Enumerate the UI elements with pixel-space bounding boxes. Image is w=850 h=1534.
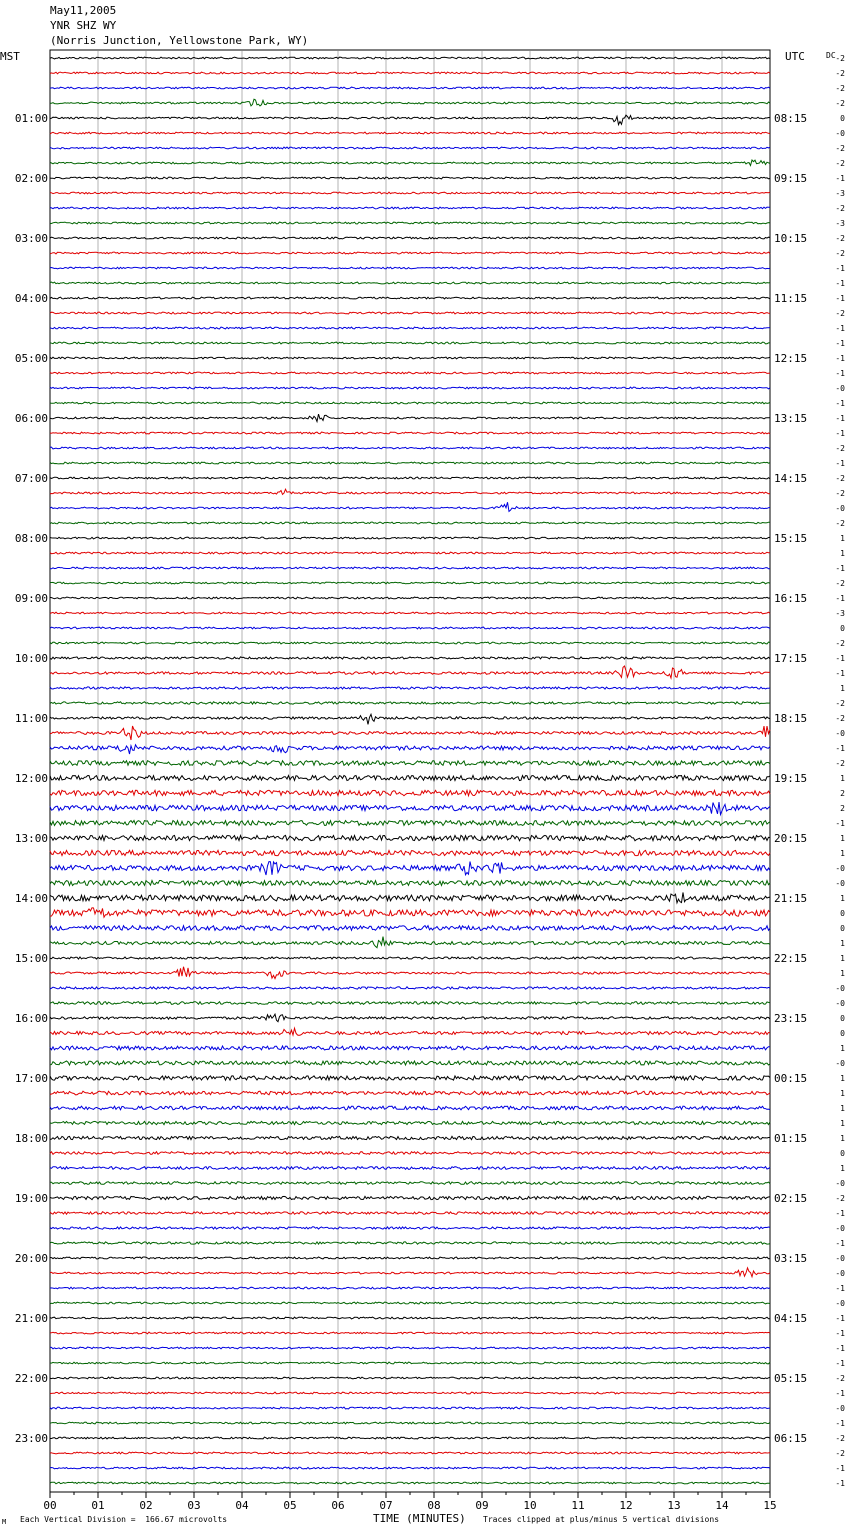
seismic-trace: [50, 1182, 770, 1185]
mst-hour-label: 22:00: [14, 1372, 48, 1385]
dc-offset-label: -1: [835, 459, 845, 468]
seismic-trace: [50, 477, 770, 479]
x-tick-label: 04: [235, 1499, 249, 1512]
seismic-trace: [50, 1212, 770, 1215]
dc-offset-label: -0: [835, 879, 845, 888]
x-tick-label: 08: [427, 1499, 441, 1512]
seismic-trace: [50, 714, 770, 724]
mst-hour-label: 21:00: [14, 1312, 48, 1325]
utc-hour-label: 19:15: [774, 772, 808, 785]
mst-hour-label: 06:00: [14, 412, 48, 425]
dc-offset-label: -0: [835, 1404, 845, 1413]
x-tick-label: 13: [667, 1499, 681, 1512]
seismic-trace: [50, 835, 770, 840]
dc-offset-label: 1: [840, 1134, 845, 1143]
x-tick-label: 03: [187, 1499, 201, 1512]
seismic-trace: [50, 372, 770, 374]
date-label: May11,2005: [50, 4, 117, 17]
utc-hour-label: 02:15: [774, 1192, 808, 1205]
x-tick-label: 14: [715, 1499, 729, 1512]
x-tick-label: 12: [619, 1499, 633, 1512]
utc-hour-label: 17:15: [774, 652, 808, 665]
dc-offset-label: -1: [835, 339, 845, 348]
dc-offset-label: -1: [835, 369, 845, 378]
utc-hour-label: 23:15: [774, 1012, 808, 1025]
dc-offset-label: 1: [840, 849, 845, 858]
dc-offset-label: -2: [835, 1374, 845, 1383]
mst-hour-label: 16:00: [14, 1012, 48, 1025]
seismic-trace: [50, 99, 770, 106]
seismic-trace: [50, 1136, 770, 1139]
mst-hour-label: 08:00: [14, 532, 48, 545]
seismic-trace: [50, 1257, 770, 1259]
x-tick-label: 00: [43, 1499, 57, 1512]
left-timezone-label: MST: [0, 50, 20, 63]
seismic-trace: [50, 1347, 770, 1349]
seismic-trace: [50, 567, 770, 569]
dc-offset-label: -0: [835, 1179, 845, 1188]
seismic-trace: [50, 1028, 770, 1035]
utc-hour-label: 13:15: [774, 412, 808, 425]
dc-offset-label: -2: [835, 519, 845, 528]
seismic-trace: [50, 115, 770, 125]
seismic-trace: [50, 147, 770, 149]
seismic-trace: [50, 1196, 770, 1199]
dc-offset-label: -0: [835, 999, 845, 1008]
seismic-trace: [50, 1076, 770, 1080]
utc-hour-label: 14:15: [774, 472, 808, 485]
seismic-trace: [50, 790, 770, 795]
dc-header-label: DC: [826, 51, 836, 60]
dc-offset-label: 1: [840, 534, 845, 543]
dc-offset-label: -2: [835, 309, 845, 318]
seismic-trace: [50, 1046, 770, 1050]
dc-offset-label: -1: [835, 1239, 845, 1248]
seismic-trace: [50, 1407, 770, 1409]
dc-offset-label: -2: [835, 699, 845, 708]
dc-offset-label: -1: [835, 1329, 845, 1338]
mst-hour-label: 09:00: [14, 592, 48, 605]
seismic-trace: [50, 177, 770, 179]
dc-offset-label: 1: [840, 1074, 845, 1083]
dc-offset-label: -1: [835, 1344, 845, 1353]
dc-offset-label: 1: [840, 969, 845, 978]
dc-offset-label: -1: [835, 1314, 845, 1323]
mst-hour-label: 07:00: [14, 472, 48, 485]
dc-offset-label: -0: [835, 129, 845, 138]
dc-offset-label: -1: [835, 174, 845, 183]
seismic-trace: [50, 850, 770, 855]
seismic-trace: [50, 502, 770, 511]
dc-offset-label: -1: [835, 294, 845, 303]
seismic-trace: [50, 926, 770, 931]
utc-hour-label: 10:15: [774, 232, 808, 245]
dc-offset-label: 1: [840, 1104, 845, 1113]
dc-offset-label: -0: [835, 1254, 845, 1263]
dc-offset-label: -2: [835, 234, 845, 243]
dc-offset-label: 2: [840, 789, 845, 798]
seismic-trace: [50, 1106, 770, 1110]
corner-mark: M: [2, 1518, 7, 1526]
plot-frame: [50, 50, 770, 1492]
location-label: (Norris Junction, Yellowstone Park, WY): [50, 34, 309, 47]
dc-offset-label: -1: [835, 1359, 845, 1368]
dc-offset-label: -2: [835, 639, 845, 648]
seismic-trace: [50, 1392, 770, 1394]
utc-hour-label: 12:15: [774, 352, 808, 365]
utc-hour-label: 05:15: [774, 1372, 808, 1385]
utc-hour-label: 20:15: [774, 832, 808, 845]
x-tick-label: 15: [763, 1499, 777, 1512]
seismic-trace: [50, 1167, 770, 1170]
dc-offset-label: 1: [840, 894, 845, 903]
seismic-trace: [50, 582, 770, 584]
dc-offset-label: -1: [835, 564, 845, 573]
dc-offset-label: 0: [840, 1029, 845, 1038]
dc-offset-label: -2: [835, 144, 845, 153]
dc-offset-label: -2: [835, 249, 845, 258]
mst-hour-label: 19:00: [14, 1192, 48, 1205]
seismic-trace: [50, 642, 770, 644]
seismic-trace: [50, 687, 770, 689]
seismic-trace: [50, 1091, 770, 1095]
seismic-trace: [50, 312, 770, 314]
mst-hour-label: 01:00: [14, 112, 48, 125]
seismic-trace: [50, 522, 770, 524]
seismic-trace: [50, 892, 770, 902]
seismic-trace: [50, 937, 770, 948]
utc-hour-label: 11:15: [774, 292, 808, 305]
dc-offset-label: -0: [835, 1299, 845, 1308]
dc-offset-label: -2: [835, 1194, 845, 1203]
dc-offset-label: -0: [835, 384, 845, 393]
seismic-trace: [50, 267, 770, 269]
dc-offset-label: 0: [840, 114, 845, 123]
dc-offset-label: -0: [835, 729, 845, 738]
utc-hour-label: 21:15: [774, 892, 808, 905]
dc-offset-label: 0: [840, 624, 845, 633]
x-tick-label: 01: [91, 1499, 105, 1512]
seismic-trace: [50, 657, 770, 659]
seismic-trace: [50, 597, 770, 599]
seismic-trace: [50, 432, 770, 434]
seismic-trace: [50, 1437, 770, 1439]
seismic-trace: [50, 702, 770, 704]
seismic-trace: [50, 447, 770, 449]
dc-offset-label: -1: [835, 669, 845, 678]
seismic-trace: [50, 666, 770, 678]
dc-offset-label: -0: [835, 984, 845, 993]
utc-hour-label: 09:15: [774, 172, 808, 185]
right-timezone-label: UTC: [785, 50, 805, 63]
seismic-trace: [50, 327, 770, 329]
dc-offset-label: -2: [835, 54, 845, 63]
utc-hour-label: 22:15: [774, 952, 808, 965]
seismic-trace: [50, 957, 770, 959]
dc-offset-label: -3: [835, 189, 845, 198]
seismic-trace: [50, 1152, 770, 1155]
x-axis-title: TIME (MINUTES): [373, 1512, 466, 1525]
mst-hour-label: 02:00: [14, 172, 48, 185]
dc-offset-label: -1: [835, 744, 845, 753]
utc-hour-label: 06:15: [774, 1432, 808, 1445]
seismic-trace: [50, 745, 770, 754]
dc-offset-label: -1: [835, 654, 845, 663]
dc-offset-label: -1: [835, 819, 845, 828]
seismic-trace: [50, 967, 770, 979]
seismic-trace: [50, 776, 770, 781]
seismic-trace: [50, 1242, 770, 1244]
mst-hour-label: 11:00: [14, 712, 48, 725]
mst-hour-label: 20:00: [14, 1252, 48, 1265]
seismic-trace: [50, 414, 770, 421]
seismic-trace: [50, 761, 770, 766]
mst-hour-label: 10:00: [14, 652, 48, 665]
seismic-trace: [50, 1467, 770, 1469]
clip-note: Traces clipped at plus/minus 5 vertical divisions: [483, 1515, 720, 1524]
utc-hour-label: 01:15: [774, 1132, 808, 1145]
seismic-trace: [50, 1014, 770, 1022]
dc-offset-label: 0: [840, 909, 845, 918]
seismic-trace: [50, 1422, 770, 1424]
dc-offset-label: 0: [840, 1149, 845, 1158]
dc-offset-label: -1: [835, 594, 845, 603]
dc-offset-label: -0: [835, 504, 845, 513]
seismic-trace: [50, 57, 770, 59]
dc-offset-label: -0: [835, 864, 845, 873]
seismic-trace: [50, 1287, 770, 1289]
dc-offset-label: -2: [835, 69, 845, 78]
seismic-trace: [50, 1268, 770, 1277]
dc-offset-label: -2: [835, 159, 845, 168]
utc-hour-label: 16:15: [774, 592, 808, 605]
mst-hour-label: 23:00: [14, 1432, 48, 1445]
dc-offset-label: -1: [835, 414, 845, 423]
x-tick-label: 09: [475, 1499, 489, 1512]
mst-hour-label: 03:00: [14, 232, 48, 245]
dc-offset-label: -1: [835, 279, 845, 288]
seismic-trace: [50, 1002, 770, 1005]
dc-offset-label: -1: [835, 1419, 845, 1428]
dc-offset-label: 1: [840, 1089, 845, 1098]
seismic-trace: [50, 627, 770, 629]
x-tick-label: 07: [379, 1499, 393, 1512]
seismic-trace: [50, 881, 770, 886]
dc-offset-label: 1: [840, 774, 845, 783]
seismic-trace: [50, 726, 770, 740]
mst-hour-label: 17:00: [14, 1072, 48, 1085]
seismic-trace: [50, 207, 770, 209]
dc-offset-label: -2: [835, 489, 845, 498]
dc-offset-label: -2: [835, 579, 845, 588]
seismic-trace: [50, 1377, 770, 1379]
utc-hour-label: 08:15: [774, 112, 808, 125]
seismic-trace: [50, 282, 770, 284]
utc-hour-label: 15:15: [774, 532, 808, 545]
mst-hour-label: 14:00: [14, 892, 48, 905]
seismic-trace: [50, 1362, 770, 1364]
mst-hour-label: 13:00: [14, 832, 48, 845]
x-tick-label: 11: [571, 1499, 585, 1512]
station-label: YNR SHZ WY: [50, 19, 117, 32]
mst-hour-label: 12:00: [14, 772, 48, 785]
dc-offset-label: 1: [840, 1119, 845, 1128]
scale-note: Each Vertical Division = 166.67 microvolts: [20, 1515, 228, 1524]
seismic-trace: [50, 802, 770, 814]
seismic-trace: [50, 252, 770, 254]
dc-offset-label: 1: [840, 939, 845, 948]
dc-offset-label: -1: [835, 399, 845, 408]
dc-offset-label: -1: [835, 264, 845, 273]
utc-hour-label: 03:15: [774, 1252, 808, 1265]
seismic-trace: [50, 612, 770, 614]
dc-offset-label: -1: [835, 1389, 845, 1398]
dc-offset-label: -2: [835, 84, 845, 93]
dc-offset-label: -1: [835, 1479, 845, 1488]
seismic-trace: [50, 132, 770, 134]
dc-offset-label: -1: [835, 1209, 845, 1218]
seismic-trace: [50, 462, 770, 464]
dc-offset-label: -0: [835, 1269, 845, 1278]
dc-offset-label: -2: [835, 1449, 845, 1458]
dc-offset-label: -1: [835, 354, 845, 363]
seismic-trace: [50, 297, 770, 299]
dc-offset-label: -2: [835, 714, 845, 723]
dc-offset-label: 0: [840, 924, 845, 933]
dc-offset-label: -2: [835, 204, 845, 213]
seismic-trace: [50, 1332, 770, 1334]
seismic-trace: [50, 1121, 770, 1124]
seismic-trace: [50, 1482, 770, 1484]
dc-offset-label: 1: [840, 834, 845, 843]
dc-offset-label: -2: [835, 444, 845, 453]
seismic-trace: [50, 402, 770, 404]
seismic-trace: [50, 387, 770, 389]
dc-offset-label: -2: [835, 474, 845, 483]
seismic-trace: [50, 1452, 770, 1454]
seismic-trace: [50, 87, 770, 89]
dc-offset-label: -1: [835, 429, 845, 438]
dc-offset-label: 1: [840, 549, 845, 558]
dc-offset-label: 1: [840, 1164, 845, 1173]
seismic-trace: [50, 552, 770, 554]
dc-offset-label: 1: [840, 1044, 845, 1053]
seismic-trace: [50, 821, 770, 826]
utc-hour-label: 04:15: [774, 1312, 808, 1325]
x-tick-label: 10: [523, 1499, 537, 1512]
utc-hour-label: 18:15: [774, 712, 808, 725]
mst-hour-label: 15:00: [14, 952, 48, 965]
seismic-trace: [50, 1317, 770, 1319]
utc-hour-label: 00:15: [774, 1072, 808, 1085]
seismic-trace: [50, 72, 770, 74]
dc-offset-label: -0: [835, 1224, 845, 1233]
seismic-trace: [50, 1061, 770, 1065]
dc-offset-label: 0: [840, 1014, 845, 1023]
dc-offset-label: 1: [840, 954, 845, 963]
seismic-trace: [50, 489, 770, 494]
dc-offset-label: 2: [840, 804, 845, 813]
dc-offset-label: -0: [835, 1059, 845, 1068]
seismic-trace: [50, 537, 770, 539]
dc-offset-label: -2: [835, 99, 845, 108]
dc-offset-label: -3: [835, 609, 845, 618]
dc-offset-label: -1: [835, 1284, 845, 1293]
seismic-trace: [50, 987, 770, 989]
seismic-trace: [50, 1302, 770, 1304]
dc-offset-label: 1: [840, 684, 845, 693]
x-tick-label: 05: [283, 1499, 297, 1512]
dc-offset-label: -1: [835, 324, 845, 333]
dc-offset-label: -2: [835, 759, 845, 768]
x-tick-label: 06: [331, 1499, 345, 1512]
seismic-trace: [50, 1227, 770, 1229]
seismic-trace: [50, 357, 770, 359]
seismic-trace: [50, 192, 770, 194]
seismic-trace: [50, 908, 770, 917]
dc-offset-label: -1: [835, 1464, 845, 1473]
dc-offset-label: -2: [835, 1434, 845, 1443]
mst-hour-label: 18:00: [14, 1132, 48, 1145]
x-tick-label: 02: [139, 1499, 153, 1512]
seismic-trace: [50, 237, 770, 239]
mst-hour-label: 05:00: [14, 352, 48, 365]
seismic-trace: [50, 222, 770, 224]
seismic-trace: [50, 862, 770, 876]
dc-offset-label: -3: [835, 219, 845, 228]
seismic-trace: [50, 342, 770, 344]
seismic-trace: [50, 160, 770, 166]
mst-hour-label: 04:00: [14, 292, 48, 305]
